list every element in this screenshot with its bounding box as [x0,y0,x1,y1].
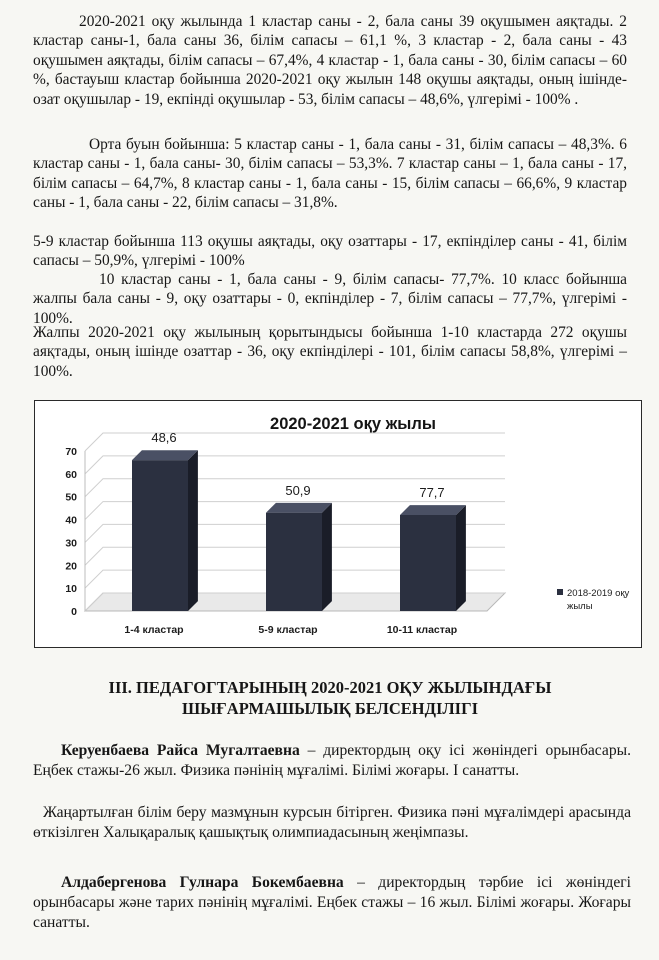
bio-keruenbaeva [33,741,631,781]
y-tick-label: 50 [65,491,77,504]
legend-label-line1: 2018-2019 оқу [567,588,630,599]
bar [266,513,322,611]
x-tick-label: 10-11 кластар [386,624,458,636]
bio-text: – директордың оқу ісі жөніндегі орынбасары. Еңбек стажы-26 жыл. Физика пәнінің мұғалімі. Білімі жоғары. I санатты. [33,742,632,779]
section-title-line2: ШЫҒАРМАШЫЛЫҚ БЕЛСЕНДІЛІГІ [181,699,479,718]
bar [132,460,188,611]
data-label: 48,6 [151,430,177,446]
data-label: 77,7 [419,485,445,501]
legend-swatch [557,589,563,595]
bar-chart [35,401,641,647]
paragraph-grade-10: 10 кластар саны - 1, бала саны - 9, білім сапасы- 77,7%. 10 класс бойынша жалпы бала саны - 9, оқу озаттары - 0, екпінділер - 7, білім сапасы – 77,7%, үлгерімі - 100%. [33,271,627,327]
bar-side [188,450,198,611]
chart-title: 2020-2021 оқу жылы [270,415,436,433]
y-tick-label: 10 [65,583,77,596]
paragraph-middle-grades: Орта буын бойынша: 5 кластар саны - 1, бала саны - 31, білім сапасы – 48,3%. 6 кластар саны - 1, бала саны- 30, білім сапасы – 53,3%. 7 кластар саны – 1, бала саны - 17, білім сапасы – 64,7%, 8 кластар саны - 1, бала саны - 15, білім сапасы – 66,6%, 9 кластар саны - 1, бала саны - 22, білім сапасы – 31,8%. [33,136,627,212]
bar-side [322,503,332,611]
paragraph-primary-grades: 2020-2021 оқу жылында 1 кластар саны - 2, бала саны 39 оқушымен аяқтады. 2 кластар саны-1, бала саны 36, білім сапасы – 61,1 %, 3 кластар - 2, бала саны - 43 оқушымен аяқтады, білім сапасы – 67,4%, 4 кластар - 1, бала саны - 30, білім сапасы – 60 %, бастауыш кластар бойынша 2020-2021 оқу жылын 148 оқушы аяқтады, оның ішінде- озат оқушылар - 19, екпінді оқушылар - 53, білім сапасы – 48,6%, үлгерімі - 100% . [33,13,627,108]
y-tick-label: 0 [71,606,77,618]
bio-aldabergenova [33,873,631,933]
bar-top [400,505,466,515]
data-label: 50,9 [285,482,311,498]
y-tick-label: 30 [65,537,77,550]
y-tick-label: 70 [65,446,77,458]
section-title-line1: ІІІ. ПЕДАГОГТАРЫНЫҢ 2020-2021 ОҚУ ЖЫЛЫНДАҒЫ [108,678,552,697]
bar-top [266,503,332,513]
y-tick-label: 20 [65,560,77,573]
bio-name: Керуенбаева Райса Мугалтаевна [61,742,300,759]
section-title [40,677,620,719]
bar-side [456,505,466,611]
bar [400,515,456,611]
chart-container [34,400,642,648]
bio-text: – директордың тәрбие ісі жөніндегі орынбасары және тарих пәнінің мұғалімі. Еңбек стажы – 16 жыл. Білімі жоғары. Жоғары санатты. [33,874,631,931]
legend-label-line2: жылы [567,601,593,612]
x-tick-label: 1-4 кластар [124,624,184,636]
y-tick-label: 60 [65,468,77,481]
bar-top [132,450,198,460]
x-tick-label: 5-9 кластар [258,624,318,636]
bio-keruenbaeva-extra: Жаңартылған білім беру мазмұнын курсын бітірген. Физика пәні мұғалімдері арасында өткізілген Халықаралық қашықтық олимпиадасының жеңімпазы. [33,804,631,841]
paragraph-overall-summary: Жалпы 2020-2021 оқу жылының қорытындысы бойынша 1-10 кластарда 272 оқушы аяқтады, оның ішінде озаттар - 36, оқу екпінділері - 101, білім сапасы 58,8%, үлгерімі – 100%. [33,324,627,380]
bio-name: Алдабергенова Гулнара Бокембаевна [61,874,344,891]
paragraph-grades-5-9-summary: 5-9 кластар бойынша 113 оқушы аяқтады, оқу озаттары - 17, екпінділер саны - 41, білім сапасы – 50,9%, үлгерімі - 100% [33,233,627,270]
y-tick-label: 40 [65,514,77,527]
